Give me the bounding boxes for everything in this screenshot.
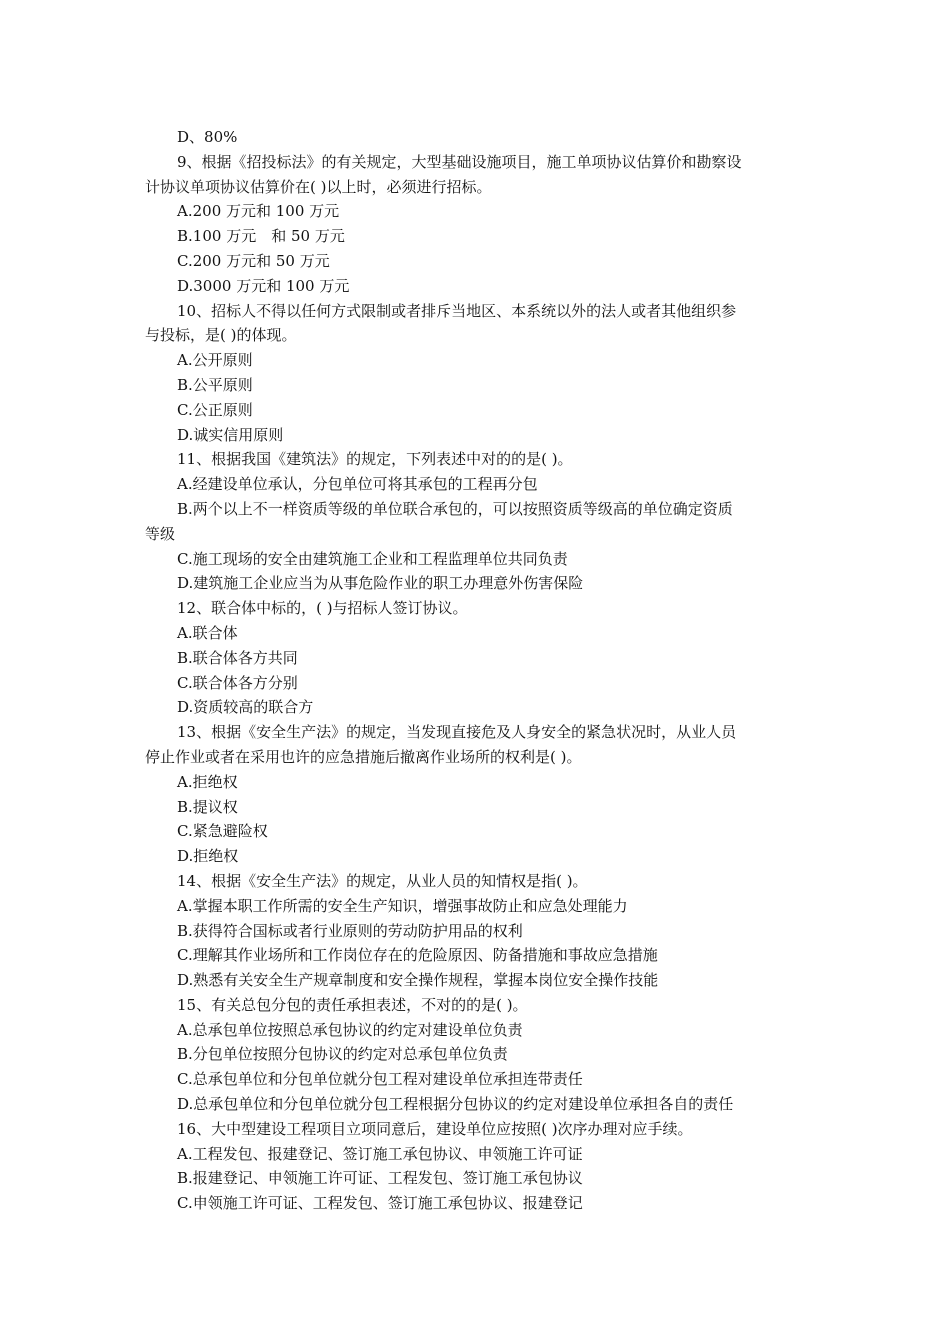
option-line: C.紧急避险权 [177, 822, 268, 841]
question-10-line-1: 10、招标人不得以任何方式限制或者排斥当地区、本系统以外的法人或者其他组织参 [177, 301, 737, 320]
question-13-line-2: 停止作业或者在采用也许的应急措施后撤离作业场所的权利是( )。 [145, 747, 582, 766]
option-line: C.申领施工许可证、工程发包、签订施工承包协议、报建登记 [177, 1194, 583, 1213]
option-line: C.总承包单位和分包单位就分包工程对建设单位承担连带责任 [177, 1070, 583, 1089]
question-14-line: 14、根据《安全生产法》的规定，从业人员的知情权是指( )。 [177, 871, 588, 890]
question-11-line: 11、根据我国《建筑法》的规定，下列表述中对的的是( )。 [177, 450, 573, 469]
option-line: A.工程发包、报建登记、签订施工承包协议、申领施工许可证 [177, 1144, 583, 1163]
option-line: D.熟悉有关安全生产规章制度和安全操作规程，掌握本岗位安全操作技能 [177, 971, 659, 990]
option-line: D、80% [177, 128, 238, 146]
option-line: A.经建设单位承认，分包单位可将其承包的工程再分包 [177, 475, 538, 494]
document-page [145, 125, 810, 1216]
option-line: B.100 万元 和 50 万元 [177, 227, 345, 246]
option-line: C.理解其作业场所和工作岗位存在的危险原因、防备措施和事故应急措施 [177, 946, 658, 965]
option-line: C.联合体各方分别 [177, 673, 298, 692]
option-line: A.200 万元和 100 万元 [177, 202, 340, 221]
question-15-line: 15、有关总包分包的责任承担表述，不对的的是( )。 [177, 995, 528, 1014]
option-line: A.公开原则 [177, 351, 253, 370]
question-9-line-2: 计协议单项协议估算价在( )以上时，必须进行招标。 [145, 177, 492, 196]
option-line-continuation: 等级 [145, 524, 176, 543]
option-line: C.公正原则 [177, 400, 253, 419]
option-line: A.联合体 [177, 623, 238, 642]
option-line: A.总承包单位按照总承包协议的约定对建设单位负责 [177, 1020, 523, 1039]
option-line: D.总承包单位和分包单位就分包工程根据分包协议的约定对建设单位承担各自的责任 [177, 1095, 734, 1114]
option-line: D.拒绝权 [177, 847, 239, 866]
option-line: D.建筑施工企业应当为从事危险作业的职工办理意外伤害保险 [177, 574, 584, 593]
option-line: D.诚实信用原则 [177, 425, 284, 444]
question-12-line: 12、联合体中标的，( )与招标人签订协议。 [177, 599, 468, 618]
option-line: D.资质较高的联合方 [177, 698, 314, 717]
option-line: C.施工现场的安全由建筑施工企业和工程监理单位共同负责 [177, 549, 568, 568]
question-13-line-1: 13、根据《安全生产法》的规定，当发现直接危及人身安全的紧急状况时，从业人员 [177, 723, 737, 742]
option-line: B.公平原则 [177, 375, 253, 394]
option-line: B.获得符合国标或者行业原则的劳动防护用品的权利 [177, 921, 523, 940]
question-10-line-2: 与投标，是( )的体现。 [145, 326, 297, 345]
option-line: D.3000 万元和 100 万元 [177, 276, 350, 295]
option-line: A.掌握本职工作所需的安全生产知识，增强事故防止和应急处理能力 [177, 896, 628, 915]
option-line: A.拒绝权 [177, 772, 238, 791]
option-line: B.提议权 [177, 797, 238, 816]
question-9-line-1: 9、根据《招投标法》的有关规定，大型基础设施项目，施工单项协议估算价和勘察设 [177, 152, 742, 171]
option-line: B.报建登记、申领施工许可证、工程发包、签订施工承包协议 [177, 1169, 583, 1188]
option-line: B.两个以上不一样资质等级的单位联合承包的，可以按照资质等级高的单位确定资质 [177, 499, 733, 518]
option-line: C.200 万元和 50 万元 [177, 251, 330, 270]
option-line: B.分包单位按照分包协议的约定对总承包单位负责 [177, 1045, 508, 1064]
question-16-line: 16、大中型建设工程项目立项同意后，建设单位应按照( )次序办理对应手续。 [177, 1119, 693, 1138]
option-line: B.联合体各方共同 [177, 648, 298, 667]
